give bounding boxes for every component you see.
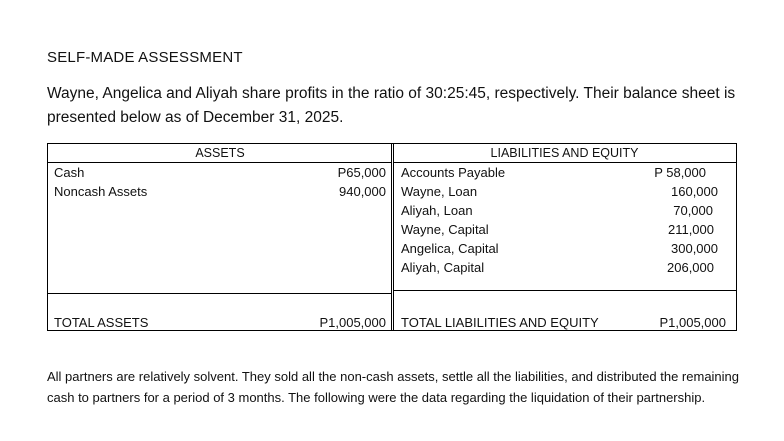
equity-label: Wayne, Capital (401, 222, 489, 237)
equity-amount: 300,000 (671, 241, 718, 256)
liability-label: Wayne, Loan (401, 184, 478, 199)
assets-total-row (48, 314, 392, 332)
equity-label: Aliyah, Capital (401, 260, 485, 275)
liability-row (393, 163, 736, 182)
total-assets-amount: P1,005,000 (319, 315, 386, 330)
liability-label: Accounts Payable (401, 165, 506, 180)
asset-label: Cash (54, 165, 85, 180)
equity-row (393, 258, 736, 277)
balance-sheet-table (47, 143, 737, 331)
liabilities-equity-header: LIABILITIES AND EQUITY (393, 144, 736, 163)
intro-paragraph: Wayne, Angelica and Aliyah share profits in the ratio of 30:25:45, respectively. Their balance sheet is presented below as of December 31, 2025. (47, 85, 736, 126)
asset-amount: 940,000 (339, 184, 386, 199)
asset-row (48, 182, 392, 201)
total-assets-label: TOTAL ASSETS (54, 315, 149, 330)
liability-amount: 160,000 (671, 184, 718, 199)
closing-paragraph: All partners are relatively solvent. They sold all the non-cash assets, settle all the liabilities, and distributed the remaining cash to partners for a period of 3 months. The following were the data regarding the liquidation of their partnership. (47, 369, 740, 405)
liabilities-total-divider (393, 290, 736, 291)
asset-row (48, 163, 392, 182)
asset-amount: P65,000 (337, 165, 386, 180)
liabilities-equity-column (393, 144, 736, 330)
section-heading: SELF-MADE ASSESSMENT (47, 49, 243, 66)
equity-amount: 211,000 (667, 222, 714, 237)
liability-row (393, 182, 736, 201)
assets-column (48, 144, 392, 330)
liability-label: Aliyah, Loan (401, 203, 473, 218)
liabilities-equity-total-row (393, 314, 736, 332)
assets-total-divider (48, 293, 392, 294)
liability-amount: P 58,000 (654, 165, 706, 180)
assets-header: ASSETS (48, 144, 392, 163)
liability-amount: 70,000 (673, 203, 713, 218)
total-liabilities-equity-label: TOTAL LIABILITIES AND EQUITY (401, 315, 599, 330)
equity-row (393, 239, 736, 258)
equity-amount: 206,000 (667, 260, 714, 275)
equity-row (393, 220, 736, 239)
total-liabilities-equity-amount: P1,005,000 (659, 315, 726, 330)
asset-label: Noncash Assets (54, 184, 148, 199)
equity-label: Angelica, Capital (401, 241, 499, 256)
liability-row (393, 201, 736, 220)
